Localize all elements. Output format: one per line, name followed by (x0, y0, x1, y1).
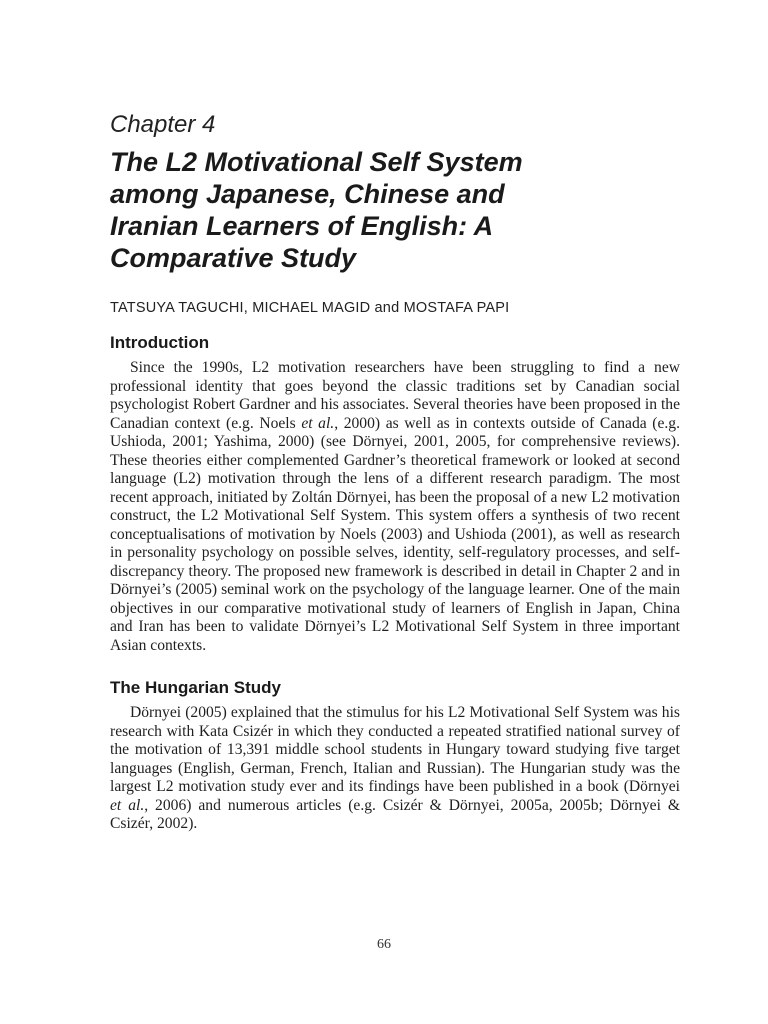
paragraph-text: , 2000) as well as in contexts outside of Canada (e.g. Ushioda, 2001; Yashima, 2000) (see Dörnyei, 2001, 2005, for comprehensive reviews). These theories either complemented Gardner’s theoretical framework or looked at second language (L2) motivation through the lens of a different research paradigm. The most recent approach, initiated by Zoltán Dörnyei, has been the proposal of a new L2 motivation construct, the L2 Motivational Self System. This system offers a synthesis of two recent conceptualisations of motivation by Noels (2003) and Ushioda (2001), as well as research in personality psychology on possible selves, identity, self-regulatory processes, and self-discrepancy theory. The proposed new framework is described in detail in Chapter 2 and in Dörnyei’s (2005) seminal work on the psychology of the language learner. One of the main objectives in our comparative motivational study of learners of English in Japan, China and Iran has been to validate Dörnyei’s L2 Motivational Self System in three important Asian contexts. (110, 414, 680, 654)
chapter-label: Chapter 4 (110, 111, 216, 138)
section-heading-hungarian-study: The Hungarian Study (110, 678, 281, 697)
paragraph-italic-text: et al. (301, 414, 335, 432)
paragraph-text: , 2006) and numerous articles (e.g. Csizér & Dörnyei, 2005a, 2005b; Dörnyei & Csizér, 2002). (110, 796, 680, 832)
introduction-paragraph (110, 359, 680, 655)
chapter-title-line: Iranian Learners of English: A (110, 211, 494, 241)
paragraph-italic-text: et al. (110, 796, 145, 814)
paragraph-text: Dörnyei (2005) explained that the stimulus for his L2 Motivational Self System was his research with Kata Csizér in which they conducted a repeated stratified national survey of the motivation of 13,391 middle school students in Hungary toward studying five target languages (English, German, French, Italian and Russian). The Hungarian study was the largest L2 motivation study ever and its findings have been published in a book (Dörnyei (110, 704, 680, 795)
page-content (110, 110, 680, 856)
chapter-authors: TATSUYA TAGUCHI, MICHAEL MAGID and MOSTAFA PAPI (110, 300, 510, 316)
chapter-title-line: Comparative Study (110, 243, 357, 273)
paragraph-text: Since the 1990s, L2 motivation researchers have been struggling to find a new professional identity that goes beyond the classic traditions set by Canadian social psychologist Robert Gardner and his associates. Several theories have been proposed in the Canadian context (e.g. Noels (110, 359, 680, 432)
chapter-title (110, 146, 680, 274)
hungarian-study-paragraph (110, 704, 680, 834)
chapter-title-line: The L2 Motivational Self System (110, 147, 523, 177)
page-number: 66 (377, 937, 391, 952)
chapter-title-line: among Japanese, Chinese and (110, 179, 505, 209)
section-heading-introduction: Introduction (110, 333, 210, 352)
